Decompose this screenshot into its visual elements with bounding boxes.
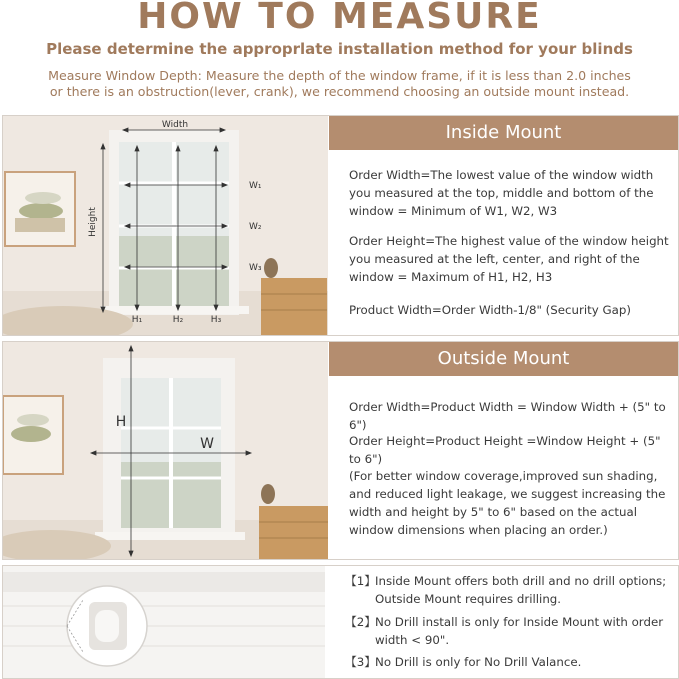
note-2-number: 【2】 xyxy=(345,615,377,629)
window-image xyxy=(101,130,249,315)
inside-mount-photo xyxy=(3,116,328,335)
wall-art-image xyxy=(5,172,75,246)
outside-mount-photo xyxy=(3,342,328,559)
width-label: Width xyxy=(161,120,189,130)
inside-order-height: Order Height=The highest value of the window height you measured at the left, center, and right of the window = Maximum of H1, H2, H3 xyxy=(349,234,669,284)
outside-mount-panel xyxy=(2,341,679,560)
inside-product-width: Product Width=Order Width-1/8" (Security Gap) xyxy=(349,303,631,317)
outside-order-height: Order Height=Product Height =Window Height + (5" to 6") xyxy=(349,434,661,466)
w3-label: W₃ xyxy=(249,263,262,273)
depth-note-line-2: or there is an obstruction(lever, crank), we recommend choosing an outside mount instead. xyxy=(49,84,630,99)
h2-label: H₂ xyxy=(172,315,184,325)
note-3-number: 【3】 xyxy=(345,655,377,669)
depth-note xyxy=(0,68,679,100)
notes-panel xyxy=(2,565,679,679)
roller-shade-photo xyxy=(3,566,325,678)
window-image xyxy=(95,358,245,540)
note-1-text: Inside Mount offers both drill and no drill options; Outside Mount requires drilling. xyxy=(375,574,667,606)
outside-advice: (For better window coverage,improved sun shading, and reduced light leakage, we suggest increasing the width and height by 5" to 6" based on the actual window dimensions when placing an order.) xyxy=(349,469,666,537)
wall-art-image xyxy=(3,396,63,474)
outside-order-width: Order Width=Product Width = Window Width + (5" to 6") xyxy=(349,400,666,432)
w2-label: W₂ xyxy=(249,222,262,232)
outside-mount-header: Outside Mount xyxy=(329,342,678,376)
page-subtitle: Please determine the approprlate installation method for your blinds xyxy=(46,40,633,58)
h1-label: H₁ xyxy=(131,315,143,325)
h-label: H xyxy=(115,414,127,430)
w-label: W xyxy=(200,436,214,452)
w1-label: W₁ xyxy=(249,181,262,191)
inside-mount-panel xyxy=(2,115,679,336)
height-label: Height xyxy=(88,207,98,237)
inside-mount-header: Inside Mount xyxy=(329,116,678,150)
inside-order-width: Order Width=The lowest value of the window width you measured at the top, middle and bottom of the window = Minimum of W1, W2, W3 xyxy=(349,168,654,218)
depth-note-line-1: Measure Window Depth: Measure the depth of the window frame, if it is less than 2.0 inches xyxy=(48,68,631,83)
note-2-text: No Drill install is only for Inside Mount with order width < 90". xyxy=(375,615,664,647)
note-3-text: No Drill is only for No Drill Valance. xyxy=(375,655,582,669)
page-title: HOW TO MEASURE xyxy=(137,0,542,37)
note-1-number: 【1】 xyxy=(345,574,377,588)
h3-label: H₃ xyxy=(210,315,222,325)
